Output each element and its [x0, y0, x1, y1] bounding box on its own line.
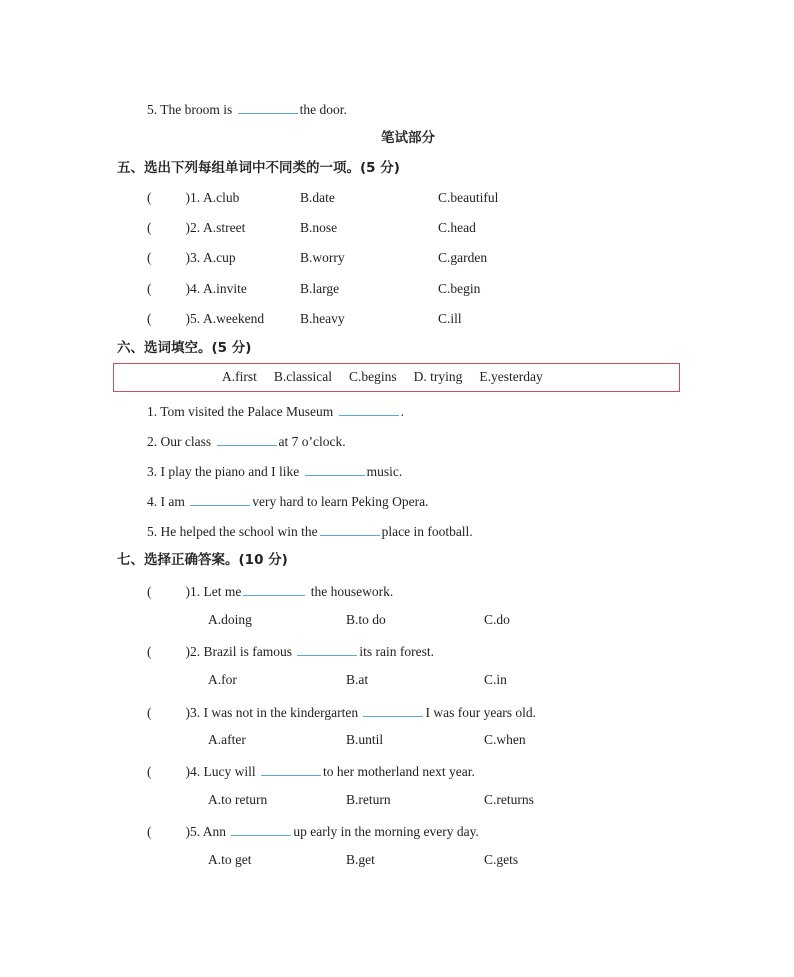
option-a: A.invite: [203, 281, 247, 296]
option-a: A.after: [208, 732, 246, 747]
section-7-heading: 七、选择正确答案。(10 分): [117, 552, 288, 568]
option-c: C.beautiful: [438, 190, 499, 205]
option-b: B.until: [346, 732, 384, 747]
option-c: C.head: [438, 220, 476, 235]
list-item: ( )5.: [147, 311, 201, 326]
answer-blank[interactable]: [339, 401, 399, 416]
word-bank: [222, 369, 560, 385]
fill-item: 4. I am very hard to learn Peking Opera.: [147, 491, 428, 511]
option-a: A.to return: [208, 792, 268, 807]
option-c: C.do: [484, 612, 510, 627]
option-c: C.in: [484, 672, 507, 687]
word-option: A.first: [222, 369, 257, 384]
list-item: ( )3.: [147, 250, 201, 265]
option-b: B.return: [346, 792, 391, 807]
option-c: C.returns: [484, 792, 534, 807]
word-bank-box: [113, 363, 680, 392]
option-c: C.begin: [438, 281, 481, 296]
part-title: 笔试部分: [381, 130, 435, 146]
fill-item: 5. He helped the school win the place in football.: [147, 521, 473, 541]
answer-blank[interactable]: [305, 461, 365, 476]
option-b: B.heavy: [300, 311, 345, 326]
answer-blank[interactable]: [190, 491, 250, 506]
answer-blank[interactable]: [320, 521, 380, 536]
word-option: D. trying: [413, 369, 463, 384]
option-c: C.ill: [438, 311, 462, 326]
answer-blank[interactable]: [231, 821, 291, 836]
question-text: the door.: [299, 102, 347, 117]
option-b: B.date: [300, 190, 335, 205]
mc-question: ( )2. Brazil is famous its rain forest.: [147, 641, 434, 661]
option-a: A.doing: [208, 612, 252, 627]
list-item: ( )1.: [147, 190, 201, 205]
answer-blank[interactable]: [297, 641, 357, 656]
mc-question: ( )5. Ann up early in the morning every day.: [147, 821, 479, 841]
mc-question: ( )4. Lucy will to her motherland next year.: [147, 761, 475, 781]
fill-item: 1. Tom visited the Palace Museum .: [147, 401, 404, 421]
option-a: A.cup: [203, 250, 236, 265]
option-a: A.for: [208, 672, 237, 687]
answer-blank[interactable]: [261, 761, 321, 776]
word-option: B.classical: [273, 369, 332, 384]
section-6-heading: 六、选词填空。(5 分): [117, 340, 252, 356]
option-a: A.club: [203, 190, 240, 205]
option-b: B.to do: [346, 612, 386, 627]
option-b: B.worry: [300, 250, 345, 265]
section-5-heading: 五、选出下列每组单词中不同类的一项。(5 分): [117, 160, 400, 176]
option-a: A.street: [203, 220, 246, 235]
word-option: E.yesterday: [479, 369, 543, 384]
word-option: C.begins: [348, 369, 397, 384]
answer-blank[interactable]: [243, 581, 305, 596]
top-question: [147, 99, 347, 119]
list-item: ( )2.: [147, 220, 201, 235]
option-b: B.nose: [300, 220, 338, 235]
option-c: C.garden: [438, 250, 488, 265]
answer-blank[interactable]: [363, 702, 423, 717]
fill-item: 3. I play the piano and I like music.: [147, 461, 402, 481]
mc-question: ( )1. Let me the housework.: [147, 581, 393, 601]
answer-blank[interactable]: [238, 99, 298, 114]
option-b: B.large: [300, 281, 340, 296]
list-item: ( )4.: [147, 281, 201, 296]
option-c: C.gets: [484, 852, 519, 867]
option-c: C.when: [484, 732, 526, 747]
option-b: B.at: [346, 672, 369, 687]
option-a: A.weekend: [203, 311, 265, 326]
question-text: 5. The broom is: [147, 102, 233, 117]
answer-blank[interactable]: [217, 431, 277, 446]
option-b: B.get: [346, 852, 375, 867]
option-a: A.to get: [208, 852, 252, 867]
fill-item: 2. Our class at 7 o’clock.: [147, 431, 346, 451]
mc-question: ( )3. I was not in the kindergarten I was four years old.: [147, 702, 536, 722]
